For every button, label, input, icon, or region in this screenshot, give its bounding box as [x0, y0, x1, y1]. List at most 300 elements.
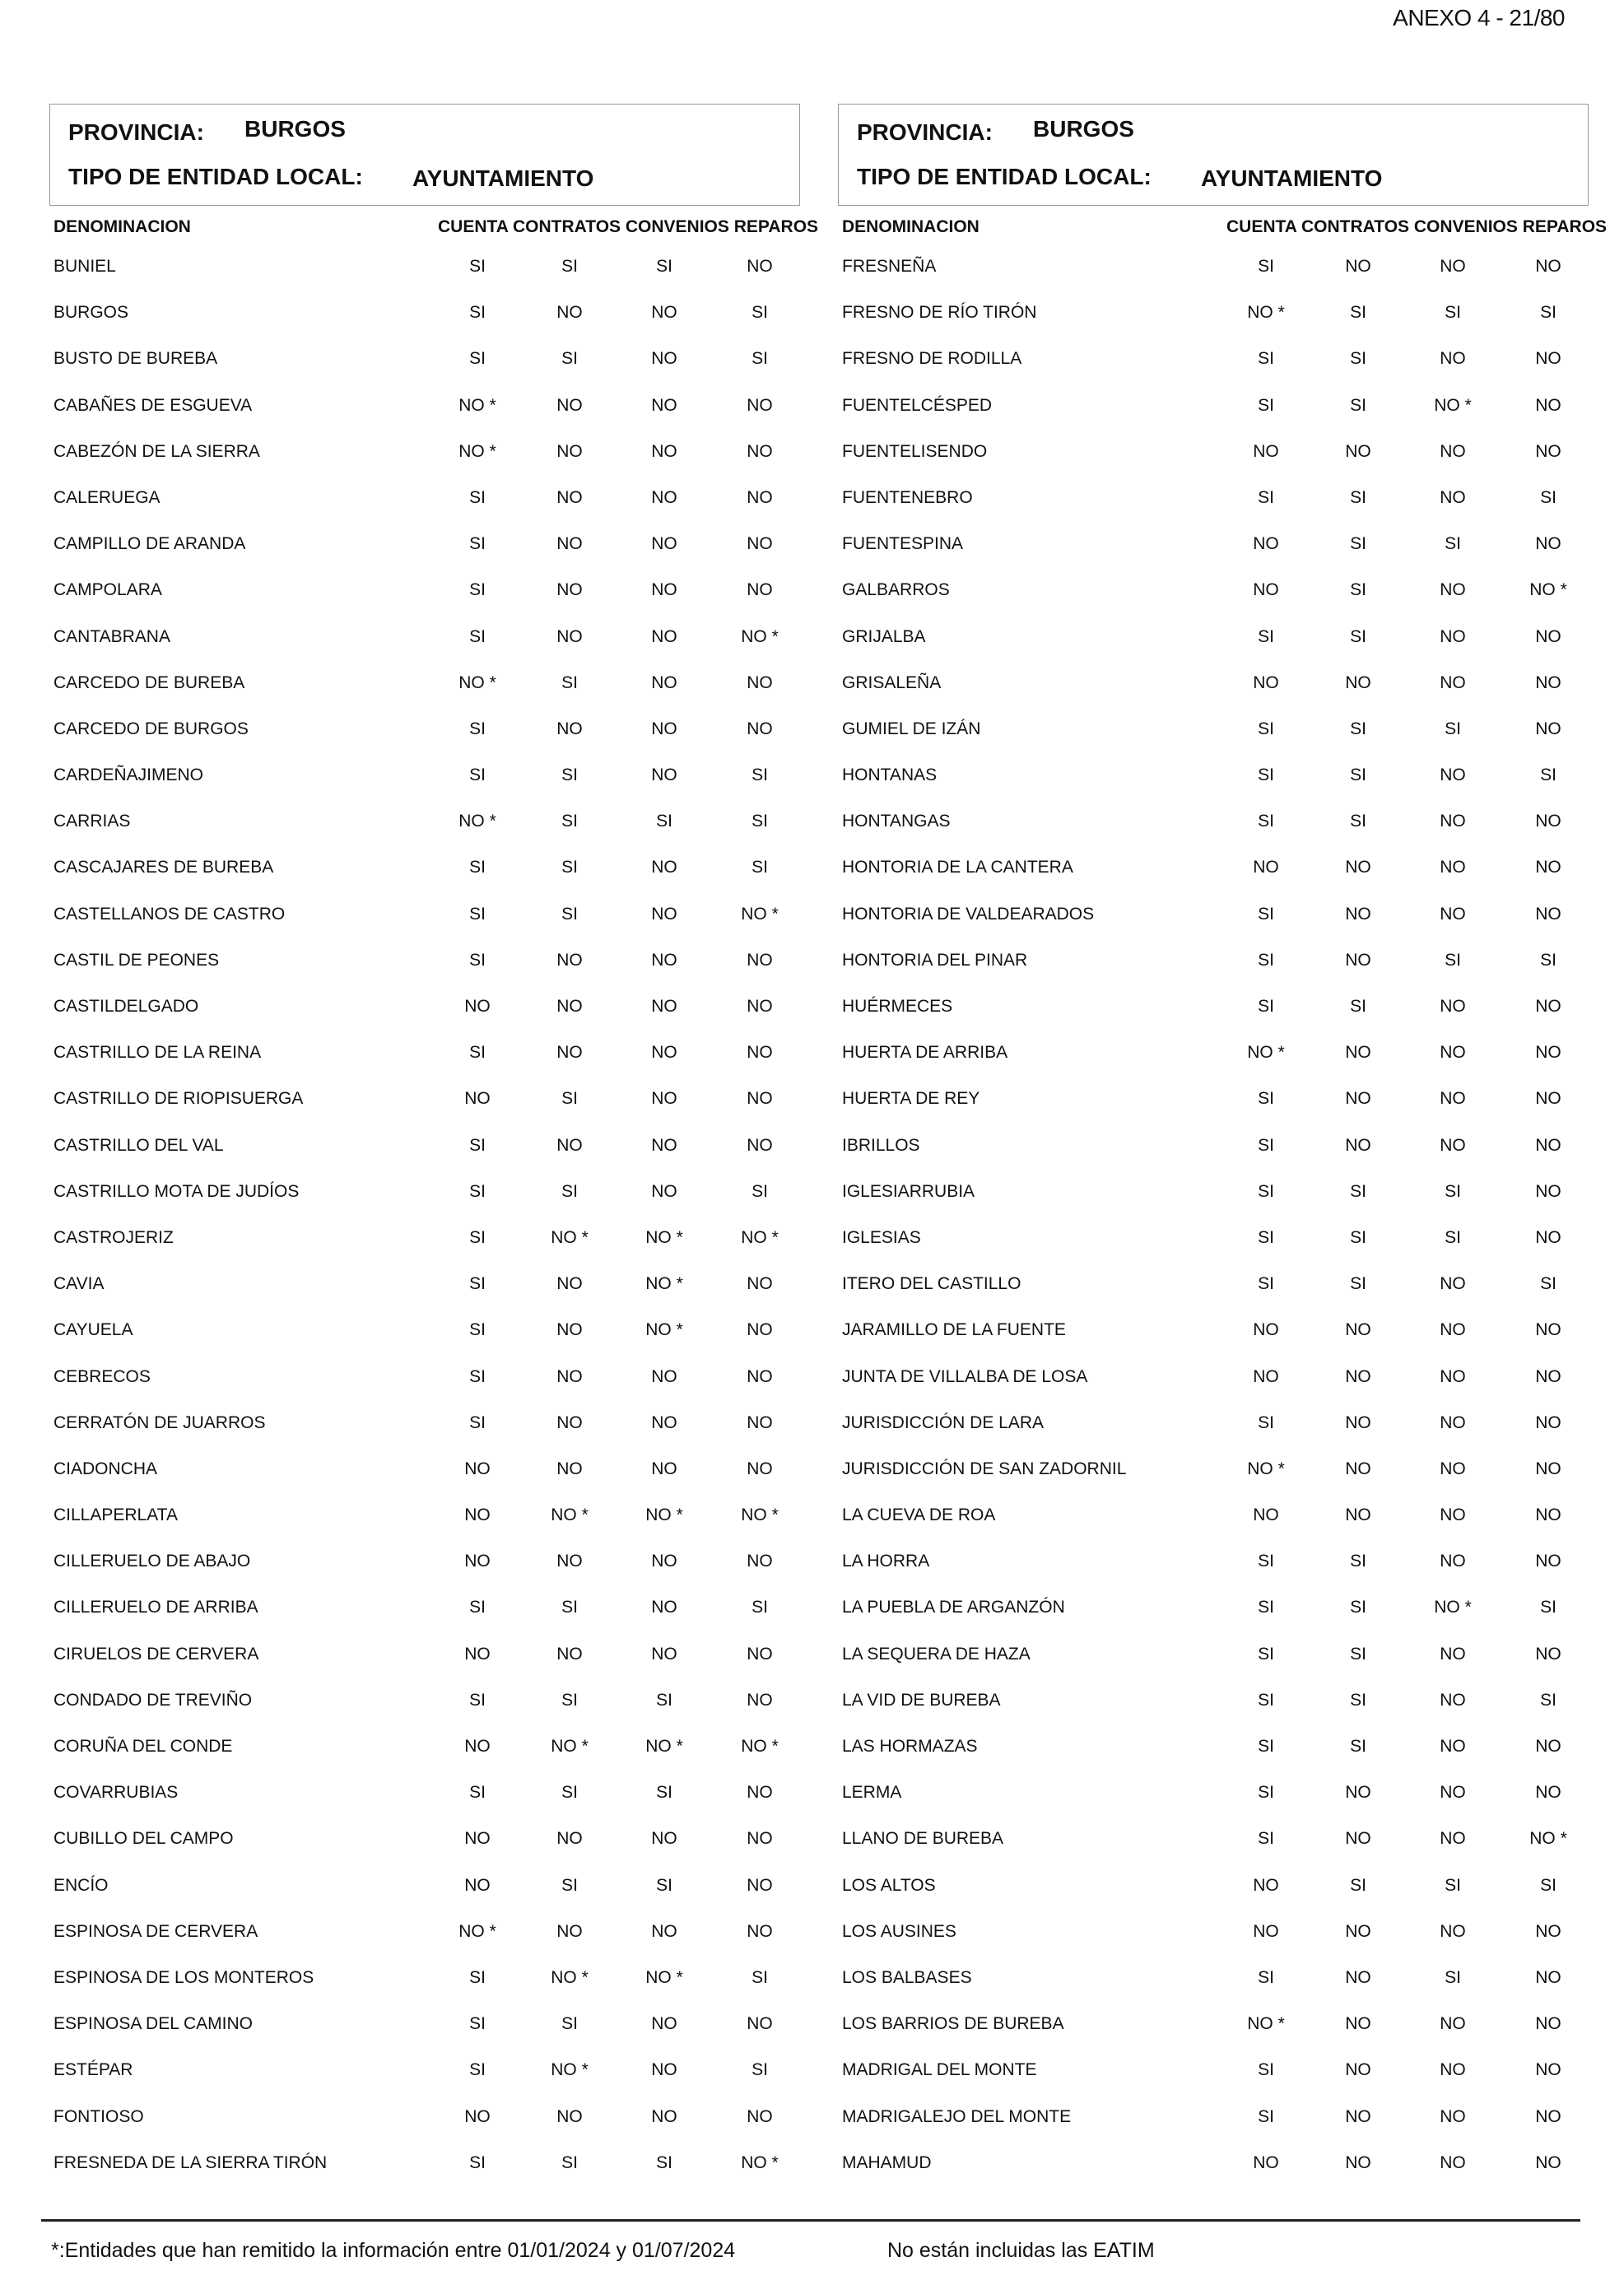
- reparos-value: NO: [747, 1459, 773, 1478]
- reparos-value: NO: [747, 534, 773, 554]
- convenios-value: NO: [1440, 257, 1466, 276]
- convenios-value: NO: [1440, 487, 1466, 507]
- entity-name: CASTELLANOS DE CASTRO: [54, 904, 286, 924]
- cuenta-value: SI: [1258, 1829, 1274, 1849]
- cuenta-value: SI: [469, 534, 486, 554]
- cuenta-value: SI: [469, 2014, 486, 2034]
- entity-name: HONTANGAS: [842, 812, 951, 831]
- contratos-value: NO: [556, 1135, 583, 1155]
- contratos-value: NO: [1345, 672, 1371, 692]
- provincia-label: PROVINCIA:: [857, 119, 993, 145]
- table-row: [838, 719, 1589, 766]
- reparos-value: NO: [747, 1644, 773, 1664]
- table-row: [838, 2153, 1589, 2199]
- cuenta-value: SI: [469, 2060, 486, 2080]
- reparos-value: SI: [752, 858, 768, 877]
- table-row: [49, 1968, 800, 2014]
- convenios-value: NO: [1440, 441, 1466, 461]
- contratos-value: NO: [556, 534, 583, 554]
- convenios-value: NO: [1440, 1135, 1466, 1155]
- contratos-value: SI: [561, 812, 578, 831]
- entity-name: ESTÉPAR: [54, 2060, 133, 2080]
- convenios-value: NO: [651, 1921, 677, 1941]
- convenios-value: NO: [651, 997, 677, 1016]
- cuenta-value: SI: [1258, 626, 1274, 646]
- cuenta-value: NO: [1253, 2152, 1279, 2172]
- convenios-value: NO: [1440, 1089, 1466, 1109]
- table-row: [49, 905, 800, 951]
- rows-right: [838, 257, 1589, 2199]
- reparos-value: NO: [1535, 1043, 1561, 1063]
- contratos-value: SI: [1350, 303, 1366, 323]
- column-header-left: [49, 217, 819, 242]
- reparos-value: NO: [1535, 1552, 1561, 1571]
- entity-name: COVARRUBIAS: [54, 1783, 179, 1803]
- entity-name: JARAMILLO DE LA FUENTE: [842, 1320, 1066, 1340]
- col-denominacion: DENOMINACION: [54, 217, 191, 236]
- cuenta-value: NO: [464, 1505, 491, 1525]
- cuenta-value: SI: [1258, 950, 1274, 970]
- contratos-value: NO: [556, 2106, 583, 2126]
- reparos-value: NO: [1535, 1783, 1561, 1803]
- page-title: ANEXO 4 - 21/80: [1393, 5, 1565, 30]
- table-row: [838, 257, 1589, 303]
- cuenta-value: SI: [469, 1181, 486, 1201]
- cuenta-value: SI: [469, 1783, 486, 1803]
- contratos-value: NO *: [551, 1967, 589, 1987]
- contratos-value: SI: [1350, 812, 1366, 831]
- contratos-value: NO: [1345, 950, 1371, 970]
- cuenta-value: NO: [464, 1459, 491, 1478]
- convenios-value: SI: [1445, 1875, 1461, 1895]
- contratos-value: NO: [1345, 1135, 1371, 1155]
- convenios-value: NO: [1440, 1921, 1466, 1941]
- cuenta-value: SI: [1258, 1552, 1274, 1571]
- cuenta-value: NO *: [458, 812, 496, 831]
- convenios-value: NO: [1440, 1412, 1466, 1432]
- entity-name: FRESNEÑA: [842, 257, 937, 276]
- reparos-value: NO: [1535, 1227, 1561, 1247]
- table-row: [838, 2014, 1589, 2060]
- entity-name: CORUÑA DEL CONDE: [54, 1737, 233, 1756]
- convenios-value: NO: [651, 349, 677, 369]
- table-row: [49, 2153, 800, 2199]
- table-row: [838, 396, 1589, 442]
- contratos-value: SI: [561, 1690, 578, 1710]
- convenios-value: NO: [651, 626, 677, 646]
- table-row: [49, 2107, 800, 2153]
- cuenta-value: SI: [469, 626, 486, 646]
- cuenta-value: NO: [464, 2106, 491, 2126]
- contratos-value: NO: [1345, 2106, 1371, 2126]
- reparos-value: NO: [747, 997, 773, 1016]
- table-row: [838, 1459, 1589, 1505]
- reparos-value: NO: [1535, 441, 1561, 461]
- entity-name: FRESNO DE RODILLA: [842, 349, 1022, 369]
- entity-name: LA CUEVA DE ROA: [842, 1505, 996, 1525]
- reparos-value: NO: [1535, 2014, 1561, 2034]
- reparos-value: SI: [752, 349, 768, 369]
- entity-name: BURGOS: [54, 303, 129, 323]
- reparos-value: NO: [747, 1829, 773, 1849]
- table-row: [838, 1691, 1589, 1737]
- contratos-value: NO *: [551, 1227, 589, 1247]
- entity-name: MADRIGAL DEL MONTE: [842, 2060, 1037, 2080]
- contratos-value: SI: [1350, 1737, 1366, 1756]
- convenios-value: NO: [1440, 904, 1466, 924]
- table-row: [838, 1043, 1589, 1089]
- table-row: [49, 1922, 800, 1968]
- convenios-value: NO: [651, 672, 677, 692]
- reparos-value: NO *: [741, 904, 779, 924]
- panel-left: [49, 104, 819, 2172]
- cuenta-value: SI: [469, 766, 486, 785]
- convenios-value: NO: [651, 441, 677, 461]
- cuenta-value: SI: [1258, 1690, 1274, 1710]
- contratos-value: NO: [1345, 2060, 1371, 2080]
- entity-name: CARCEDO DE BUREBA: [54, 672, 245, 692]
- entity-name: FRESNO DE RÍO TIRÓN: [842, 303, 1037, 323]
- convenios-value: NO: [1440, 349, 1466, 369]
- footer-divider: [41, 2219, 1580, 2222]
- reparos-value: NO: [1535, 1921, 1561, 1941]
- reparos-value: NO: [747, 950, 773, 970]
- table-row: [838, 1136, 1589, 1182]
- reparos-value: SI: [752, 1598, 768, 1617]
- contratos-value: SI: [1350, 719, 1366, 738]
- entity-name: CARCEDO DE BURGOS: [54, 719, 249, 738]
- convenios-value: NO: [651, 1135, 677, 1155]
- table-row: [49, 1645, 800, 1691]
- reparos-value: SI: [1540, 487, 1557, 507]
- entity-name: CILLERUELO DE ARRIBA: [54, 1598, 258, 1617]
- contratos-value: NO: [556, 1644, 583, 1664]
- tipo-entidad-label: TIPO DE ENTIDAD LOCAL:: [68, 164, 363, 189]
- convenios-value: NO: [1440, 1459, 1466, 1478]
- contratos-value: SI: [1350, 395, 1366, 415]
- convenios-value: NO: [651, 2060, 677, 2080]
- entity-name: LA HORRA: [842, 1552, 930, 1571]
- reparos-value: SI: [752, 2060, 768, 2080]
- cuenta-value: NO: [464, 1089, 491, 1109]
- cuenta-value: NO: [1253, 441, 1279, 461]
- reparos-value: NO: [1535, 812, 1561, 831]
- reparos-value: SI: [752, 303, 768, 323]
- convenios-value: NO *: [645, 1320, 683, 1340]
- cuenta-value: SI: [469, 1320, 486, 1340]
- reparos-value: NO *: [1529, 1829, 1567, 1849]
- contratos-value: NO: [556, 303, 583, 323]
- table-row: [49, 1043, 800, 1089]
- entity-name: CASTIL DE PEONES: [54, 950, 220, 970]
- cuenta-value: NO *: [458, 395, 496, 415]
- contratos-value: SI: [1350, 1227, 1366, 1247]
- table-row: [49, 257, 800, 303]
- table-row: [838, 905, 1589, 951]
- cuenta-value: SI: [469, 904, 486, 924]
- contratos-value: NO: [1345, 2152, 1371, 2172]
- reparos-value: NO *: [741, 1227, 779, 1247]
- table-row: [838, 1598, 1589, 1644]
- table-row: [49, 2014, 800, 2060]
- entity-name: LA VID DE BUREBA: [842, 1690, 1001, 1710]
- entity-name: IGLESIAS: [842, 1227, 921, 1247]
- cuenta-value: SI: [469, 303, 486, 323]
- convenios-value: NO: [651, 2106, 677, 2126]
- contratos-value: NO: [556, 997, 583, 1016]
- contratos-value: SI: [1350, 1875, 1366, 1895]
- table-row: [838, 673, 1589, 719]
- table-row: [49, 396, 800, 442]
- entity-name: CASCAJARES DE BUREBA: [54, 858, 274, 877]
- contratos-value: SI: [561, 858, 578, 877]
- cuenta-value: SI: [1258, 1227, 1274, 1247]
- entity-name: CANTABRANA: [54, 626, 170, 646]
- cuenta-value: SI: [469, 580, 486, 600]
- cuenta-value: NO: [464, 997, 491, 1016]
- contratos-value: SI: [1350, 1181, 1366, 1201]
- cuenta-value: NO: [1253, 672, 1279, 692]
- reparos-value: NO: [747, 395, 773, 415]
- cuenta-value: SI: [469, 1412, 486, 1432]
- contratos-value: SI: [561, 1089, 578, 1109]
- reparos-value: NO: [1535, 2060, 1561, 2080]
- reparos-value: SI: [752, 812, 768, 831]
- entity-name: CASTILDELGADO: [54, 997, 199, 1016]
- convenios-value: SI: [656, 257, 672, 276]
- cuenta-value: NO: [1253, 1875, 1279, 1895]
- provincia-value: BURGOS: [1033, 116, 1134, 142]
- convenios-value: NO: [651, 1181, 677, 1201]
- reparos-value: SI: [1540, 766, 1557, 785]
- col-denominacion: DENOMINACION: [842, 217, 980, 236]
- convenios-value: NO: [1440, 1829, 1466, 1849]
- convenios-value: NO: [1440, 1690, 1466, 1710]
- cuenta-value: SI: [1258, 1181, 1274, 1201]
- table-row: [49, 1829, 800, 1875]
- contratos-value: SI: [1350, 1644, 1366, 1664]
- entity-name: HONTORIA DEL PINAR: [842, 950, 1028, 970]
- table-row: [49, 1459, 800, 1505]
- table-row: [49, 303, 800, 349]
- entity-name: CEBRECOS: [54, 1366, 151, 1386]
- entity-name: MAHAMUD: [842, 2152, 932, 2172]
- contratos-value: NO: [556, 580, 583, 600]
- convenios-value: NO: [651, 303, 677, 323]
- table-row: [49, 951, 800, 997]
- contratos-value: SI: [561, 904, 578, 924]
- convenios-value: NO *: [645, 1737, 683, 1756]
- contratos-value: NO: [1345, 1829, 1371, 1849]
- reparos-value: SI: [1540, 1690, 1557, 1710]
- contratos-value: NO: [1345, 1412, 1371, 1432]
- cuenta-value: NO: [464, 1552, 491, 1571]
- reparos-value: SI: [752, 766, 768, 785]
- entity-name: LOS BARRIOS DE BUREBA: [842, 2014, 1064, 2034]
- table-row: [838, 1876, 1589, 1922]
- contratos-value: SI: [561, 257, 578, 276]
- contratos-value: NO: [1345, 1783, 1371, 1803]
- entity-name: CILLAPERLATA: [54, 1505, 178, 1525]
- cuenta-value: SI: [1258, 1135, 1274, 1155]
- table-row: [49, 1228, 800, 1274]
- cuenta-value: SI: [469, 1227, 486, 1247]
- table-row: [49, 1598, 800, 1644]
- cuenta-value: SI: [1258, 1737, 1274, 1756]
- reparos-value: NO: [747, 1366, 773, 1386]
- contratos-value: NO: [556, 1459, 583, 1478]
- entity-name: CASTRILLO DE RIOPISUERGA: [54, 1089, 304, 1109]
- entity-name: CAMPILLO DE ARANDA: [54, 534, 246, 554]
- convenios-value: NO: [1440, 997, 1466, 1016]
- contratos-value: SI: [1350, 580, 1366, 600]
- table-row: [49, 1413, 800, 1459]
- cuenta-value: SI: [1258, 997, 1274, 1016]
- convenios-value: SI: [1445, 303, 1461, 323]
- reparos-value: NO *: [1529, 580, 1567, 600]
- convenios-value: NO: [651, 1366, 677, 1386]
- convenios-value: NO: [1440, 1274, 1466, 1294]
- table-row: [49, 442, 800, 488]
- reparos-value: NO: [1535, 904, 1561, 924]
- cuenta-value: SI: [1258, 257, 1274, 276]
- table-row: [838, 1737, 1589, 1783]
- reparos-value: NO: [747, 1135, 773, 1155]
- cuenta-value: SI: [1258, 766, 1274, 785]
- reparos-value: NO: [747, 487, 773, 507]
- entity-name: ESPINOSA DEL CAMINO: [54, 2014, 253, 2034]
- cuenta-value: SI: [1258, 2060, 1274, 2080]
- table-row: [49, 1505, 800, 1552]
- cuenta-value: SI: [1258, 1598, 1274, 1617]
- provincia-label: PROVINCIA:: [68, 119, 204, 145]
- convenios-value: NO: [651, 395, 677, 415]
- entity-name: CUBILLO DEL CAMPO: [54, 1829, 234, 1849]
- entity-name: LLANO DE BUREBA: [842, 1829, 1004, 1849]
- convenios-value: SI: [656, 812, 672, 831]
- entity-name: LERMA: [842, 1783, 902, 1803]
- reparos-value: NO: [1535, 2106, 1561, 2126]
- entity-name: IGLESIARRUBIA: [842, 1181, 975, 1201]
- contratos-value: NO: [556, 1043, 583, 1063]
- entity-name: FONTIOSO: [54, 2106, 144, 2126]
- contratos-value: SI: [561, 1181, 578, 1201]
- reparos-value: NO: [1535, 1366, 1561, 1386]
- table-row: [838, 1182, 1589, 1228]
- table-row: [49, 1691, 800, 1737]
- convenios-value: NO *: [645, 1967, 683, 1987]
- entity-name: CASTRILLO MOTA DE JUDÍOS: [54, 1181, 300, 1201]
- reparos-value: SI: [1540, 1875, 1557, 1895]
- convenios-value: SI: [1445, 950, 1461, 970]
- reparos-value: NO: [1535, 349, 1561, 369]
- header-box-right: [838, 104, 1589, 206]
- table-row: [838, 1505, 1589, 1552]
- table-row: [49, 580, 800, 626]
- table-row: [49, 997, 800, 1043]
- cuenta-value: NO: [1253, 1366, 1279, 1386]
- reparos-value: NO: [1535, 1320, 1561, 1340]
- contratos-value: SI: [1350, 997, 1366, 1016]
- convenios-value: NO: [651, 580, 677, 600]
- convenios-value: NO: [651, 1598, 677, 1617]
- contratos-value: SI: [561, 2152, 578, 2172]
- reparos-value: NO: [1535, 1089, 1561, 1109]
- reparos-value: NO: [747, 1921, 773, 1941]
- reparos-value: NO: [747, 2106, 773, 2126]
- cuenta-value: SI: [1258, 1967, 1274, 1987]
- convenios-value: NO: [651, 1412, 677, 1432]
- table-row: [49, 2060, 800, 2106]
- table-row: [838, 1413, 1589, 1459]
- table-row: [49, 1552, 800, 1598]
- table-row: [49, 1136, 800, 1182]
- contratos-value: NO: [556, 626, 583, 646]
- cuenta-value: NO: [1253, 858, 1279, 877]
- cuenta-value: SI: [1258, 1783, 1274, 1803]
- reparos-value: NO: [1535, 672, 1561, 692]
- tipo-entidad-value: AYUNTAMIENTO: [1201, 165, 1383, 191]
- cuenta-value: SI: [469, 257, 486, 276]
- table-row: [838, 627, 1589, 673]
- convenios-value: NO: [1440, 1366, 1466, 1386]
- entity-name: CILLERUELO DE ABAJO: [54, 1552, 251, 1571]
- reparos-value: NO *: [741, 1505, 779, 1525]
- contratos-value: NO: [556, 1274, 583, 1294]
- contratos-value: SI: [561, 766, 578, 785]
- cuenta-value: SI: [469, 2152, 486, 2172]
- panel-right: [838, 104, 1608, 2172]
- reparos-value: NO: [747, 1875, 773, 1895]
- reparos-value: SI: [752, 1181, 768, 1201]
- contratos-value: NO: [556, 950, 583, 970]
- cuenta-value: NO *: [458, 1921, 496, 1941]
- entity-name: GUMIEL DE IZÁN: [842, 719, 981, 738]
- reparos-value: NO: [747, 441, 773, 461]
- table-row: [838, 303, 1589, 349]
- reparos-value: NO *: [741, 2152, 779, 2172]
- contratos-value: NO: [1345, 1505, 1371, 1525]
- contratos-value: SI: [1350, 626, 1366, 646]
- contratos-value: NO: [556, 1366, 583, 1386]
- entity-name: CASTROJERIZ: [54, 1227, 174, 1247]
- cuenta-value: SI: [469, 1690, 486, 1710]
- contratos-value: SI: [561, 1598, 578, 1617]
- cuenta-value: SI: [469, 487, 486, 507]
- table-row: [49, 1367, 800, 1413]
- contratos-value: NO *: [551, 1737, 589, 1756]
- entity-name: HUERTA DE ARRIBA: [842, 1043, 1008, 1063]
- cuenta-value: SI: [469, 719, 486, 738]
- table-row: [838, 2107, 1589, 2153]
- convenios-value: SI: [1445, 1227, 1461, 1247]
- cuenta-value: NO: [464, 1644, 491, 1664]
- cuenta-value: SI: [469, 1135, 486, 1155]
- entity-name: JUNTA DE VILLALBA DE LOSA: [842, 1366, 1088, 1386]
- convenios-value: NO *: [645, 1505, 683, 1525]
- contratos-value: SI: [1350, 1598, 1366, 1617]
- provincia-value: BURGOS: [244, 116, 346, 142]
- convenios-value: NO: [1440, 2152, 1466, 2172]
- reparos-value: NO: [747, 719, 773, 738]
- convenios-value: NO: [651, 487, 677, 507]
- footer-note: *:Entidades que han remitido la información entre 01/01/2024 y 01/07/2024: [51, 2239, 736, 2262]
- col-status-headers: CUENTA CONTRATOS CONVENIOS REPAROS: [1226, 217, 1608, 236]
- table-row: [838, 1274, 1589, 1320]
- table-row: [49, 1274, 800, 1320]
- cuenta-value: SI: [1258, 1089, 1274, 1109]
- entity-name: CERRATÓN DE JUARROS: [54, 1412, 266, 1432]
